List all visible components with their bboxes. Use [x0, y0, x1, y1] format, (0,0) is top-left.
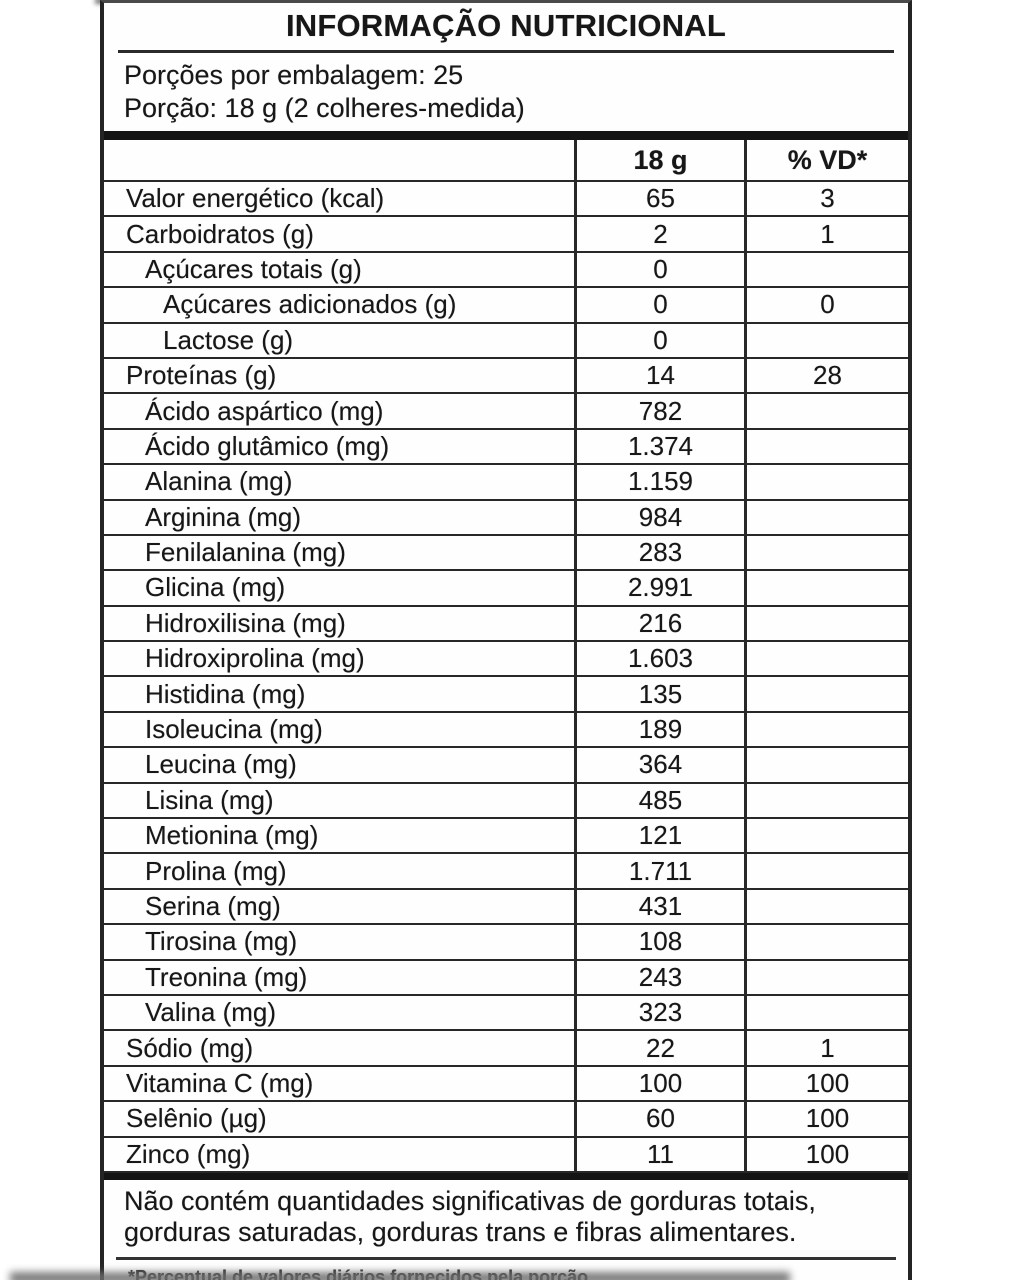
daily-value-percent	[744, 430, 908, 463]
nutrient-name: Açúcares adicionados (g)	[163, 289, 457, 320]
daily-value-percent	[744, 748, 908, 781]
table-row	[104, 465, 908, 500]
bottom-edge-artifact	[10, 1272, 790, 1280]
amount-value: 782	[574, 394, 744, 427]
daily-value-percent	[744, 324, 908, 357]
nutrient-name: Ácido glutâmico (mg)	[145, 430, 390, 461]
table-row	[104, 748, 908, 783]
daily-value-percent	[744, 571, 908, 604]
amount-value: 189	[574, 713, 744, 746]
amount-value: 431	[574, 890, 744, 923]
header-nutrient-cell	[104, 140, 574, 180]
amount-value: 14	[574, 359, 744, 392]
amount-value: 0	[574, 324, 744, 357]
amount-value: 100	[574, 1067, 744, 1100]
table-row	[104, 536, 908, 571]
nutrient-name: Valor energético (kcal)	[126, 183, 385, 214]
table-row	[104, 217, 908, 252]
table-row	[104, 501, 908, 536]
amount-value: 2	[574, 217, 744, 250]
nutrition-label	[100, 0, 912, 1280]
daily-value-percent	[744, 996, 908, 1029]
daily-value-percent: 100	[744, 1138, 908, 1171]
amount-value: 11	[574, 1138, 744, 1171]
table-row	[104, 324, 908, 359]
table-header-row	[104, 140, 908, 182]
table-row	[104, 1102, 908, 1137]
daily-value-percent	[744, 961, 908, 994]
nutrient-name: Selênio (µg)	[126, 1103, 267, 1134]
table-row	[104, 1067, 908, 1102]
daily-value-percent	[744, 394, 908, 427]
nutrient-name: Alanina (mg)	[145, 466, 293, 497]
thick-divider-bottom	[104, 1173, 908, 1180]
amount-value: 216	[574, 607, 744, 640]
nutrient-name: Vitamina C (mg)	[126, 1067, 314, 1098]
nutrient-name: Metionina (mg)	[145, 820, 319, 851]
amount-value: 22	[574, 1031, 744, 1064]
table-row	[104, 182, 908, 217]
nutrient-name: Prolina (mg)	[145, 855, 287, 886]
nutrient-name: Hidroxilisina (mg)	[145, 607, 346, 638]
daily-value-percent	[744, 642, 908, 675]
amount-value: 485	[574, 784, 744, 817]
daily-value-percent	[744, 925, 908, 958]
serving-size: Porção: 18 g (2 colheres-medida)	[124, 93, 525, 123]
amount-value: 65	[574, 182, 744, 215]
table-row	[104, 854, 908, 889]
nutrient-name: Valina (mg)	[145, 997, 277, 1028]
amount-value: 1.159	[574, 465, 744, 498]
daily-value-percent: 100	[744, 1067, 908, 1100]
table-row	[104, 819, 908, 854]
nutrient-name: Leucina (mg)	[145, 749, 297, 780]
table-row	[104, 996, 908, 1031]
table-row	[104, 430, 908, 465]
daily-value-percent	[744, 819, 908, 852]
daily-value-percent	[744, 501, 908, 534]
daily-value-percent: 3	[744, 182, 908, 215]
table-row	[104, 288, 908, 323]
header-daily-value-cell: % VD*	[744, 140, 908, 180]
serving-info	[104, 53, 908, 125]
daily-value-percent	[744, 607, 908, 640]
nutrient-name: Glicina (mg)	[145, 572, 286, 603]
daily-value-percent	[744, 677, 908, 710]
table-row	[104, 394, 908, 429]
amount-value: 60	[574, 1102, 744, 1135]
nutrient-name: Ácido aspártico (mg)	[145, 395, 384, 426]
amount-value: 1.374	[574, 430, 744, 463]
amount-value: 0	[574, 288, 744, 321]
nutrient-name: Hidroxiprolina (mg)	[145, 643, 365, 674]
header-amount-cell: 18 g	[574, 140, 744, 180]
amount-value: 283	[574, 536, 744, 569]
amount-value: 243	[574, 961, 744, 994]
table-row	[104, 571, 908, 606]
amount-value: 121	[574, 819, 744, 852]
amount-value: 323	[574, 996, 744, 1029]
nutrient-name: Serina (mg)	[145, 891, 281, 921]
label-title: INFORMAÇÃO NUTRICIONAL	[285, 8, 727, 43]
nutrient-name: Proteínas (g)	[126, 360, 277, 391]
amount-value: 984	[574, 501, 744, 534]
table-row	[104, 677, 908, 712]
table-body	[104, 182, 908, 1173]
nutrient-name: Arginina (mg)	[145, 501, 302, 532]
daily-value-percent: 100	[744, 1102, 908, 1135]
daily-value-percent	[744, 854, 908, 887]
nutrient-name: Isoleucina (mg)	[145, 714, 323, 745]
amount-value: 364	[574, 748, 744, 781]
table-row	[104, 253, 908, 288]
daily-value-percent	[744, 713, 908, 746]
table-row	[104, 1031, 908, 1066]
table-row	[104, 1138, 908, 1173]
nutrient-name: Lactose (g)	[163, 324, 294, 355]
table-row	[104, 359, 908, 394]
table-row	[104, 713, 908, 748]
daily-value-percent	[744, 784, 908, 817]
nutrient-name: Zinco (mg)	[126, 1138, 251, 1169]
table-row	[104, 642, 908, 677]
amount-value: 0	[574, 253, 744, 286]
amount-value: 1.711	[574, 854, 744, 887]
daily-value-percent: 1	[744, 217, 908, 250]
nutrient-name: Carboidratos (g)	[126, 218, 314, 249]
table-row	[104, 925, 908, 960]
table-row	[104, 961, 908, 996]
servings-per-package: Porções por embalagem: 25	[124, 60, 464, 90]
nutrient-name: Treonina (mg)	[145, 961, 308, 992]
amount-value: 2.991	[574, 571, 744, 604]
amount-value: 135	[574, 677, 744, 710]
nutrient-name: Açúcares totais (g)	[145, 253, 362, 284]
table-row	[104, 607, 908, 642]
daily-value-percent	[744, 890, 908, 923]
nutrient-name: Histidina (mg)	[145, 678, 306, 709]
thick-divider-top	[104, 131, 908, 140]
daily-value-percent: 0	[744, 288, 908, 321]
nutrient-name: Tirosina (mg)	[145, 926, 298, 957]
table-row	[104, 890, 908, 925]
amount-value: 1.603	[574, 642, 744, 675]
amount-value: 108	[574, 925, 744, 958]
no-significant-amounts-text: Não contém quantidades significativas de gorduras totais, gorduras saturadas, gorduras trans e fibras alimentares.	[124, 1185, 816, 1248]
daily-value-percent	[744, 536, 908, 569]
table-row	[104, 784, 908, 819]
daily-value-percent	[744, 253, 908, 286]
daily-value-percent	[744, 465, 908, 498]
nutrient-name: Sódio (mg)	[126, 1032, 254, 1063]
nutrient-name: Lisina (mg)	[145, 784, 274, 815]
daily-value-percent: 1	[744, 1031, 908, 1064]
nutrition-table	[104, 140, 908, 1173]
daily-value-percent: 28	[744, 359, 908, 392]
nutrient-name: Fenilalanina (mg)	[145, 537, 346, 568]
